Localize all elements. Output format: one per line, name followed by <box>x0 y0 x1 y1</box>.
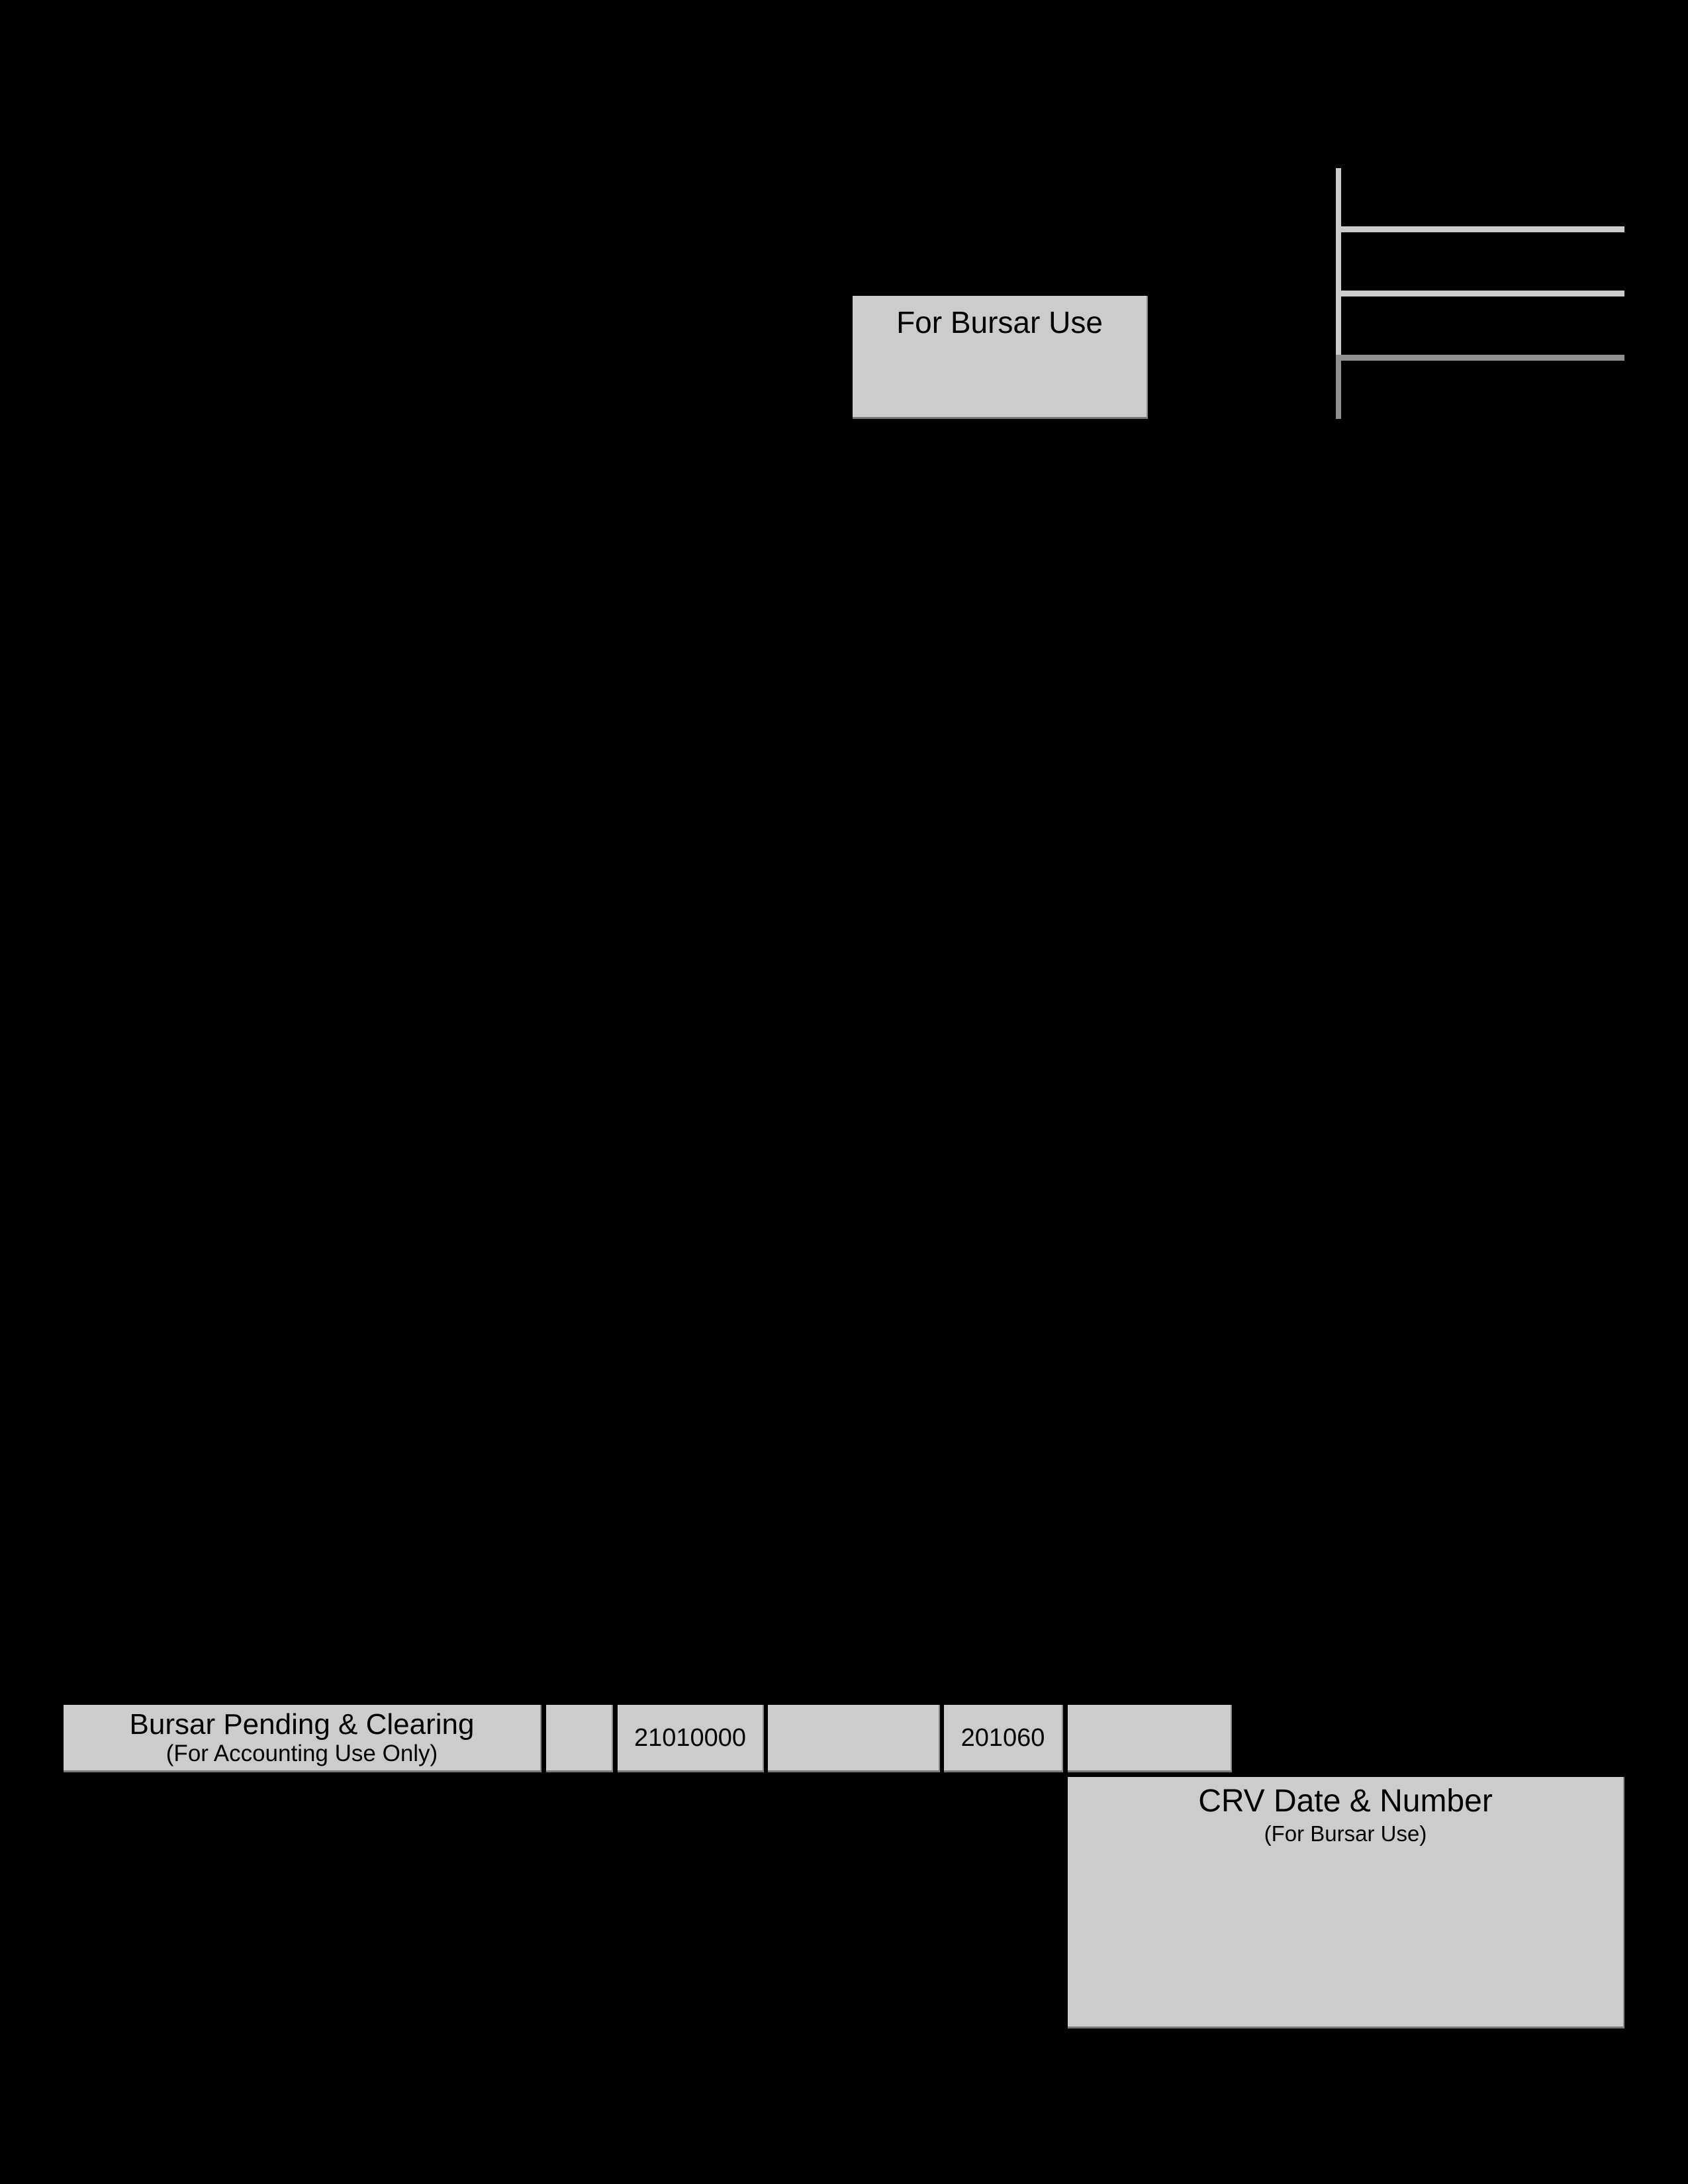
field-line-1[interactable] <box>1341 226 1624 232</box>
bursar-pending-clearing-label: Bursar Pending & Clearing <box>129 1707 475 1741</box>
for-bursar-use-label: For Bursar Use <box>896 305 1103 340</box>
accounting-cell-3[interactable] <box>768 1705 940 1772</box>
for-bursar-use-sublabel: (For Bursar Use) <box>1264 1821 1427 1846</box>
crv-date-number-label: CRV Date & Number <box>1198 1784 1493 1819</box>
vertical-rule-upper <box>1336 168 1341 355</box>
object-code-value: 201060 <box>961 1723 1045 1752</box>
account-number-cell[interactable] <box>618 1705 764 1772</box>
object-code-cell[interactable] <box>944 1705 1063 1772</box>
bursar-pending-clearing-label-cell <box>64 1705 541 1772</box>
accounting-use-only-label: (For Accounting Use Only) <box>165 1740 438 1766</box>
field-line-2[interactable] <box>1341 291 1624 296</box>
account-number-value: 21010000 <box>633 1723 747 1752</box>
accounting-cell-1[interactable] <box>546 1705 613 1772</box>
crv-date-number-box[interactable] <box>1068 1777 1624 2028</box>
vertical-rule-lower <box>1336 355 1341 419</box>
for-bursar-use-box[interactable] <box>853 296 1148 419</box>
amount-cell[interactable] <box>1068 1705 1232 1772</box>
field-line-3[interactable] <box>1336 355 1624 361</box>
